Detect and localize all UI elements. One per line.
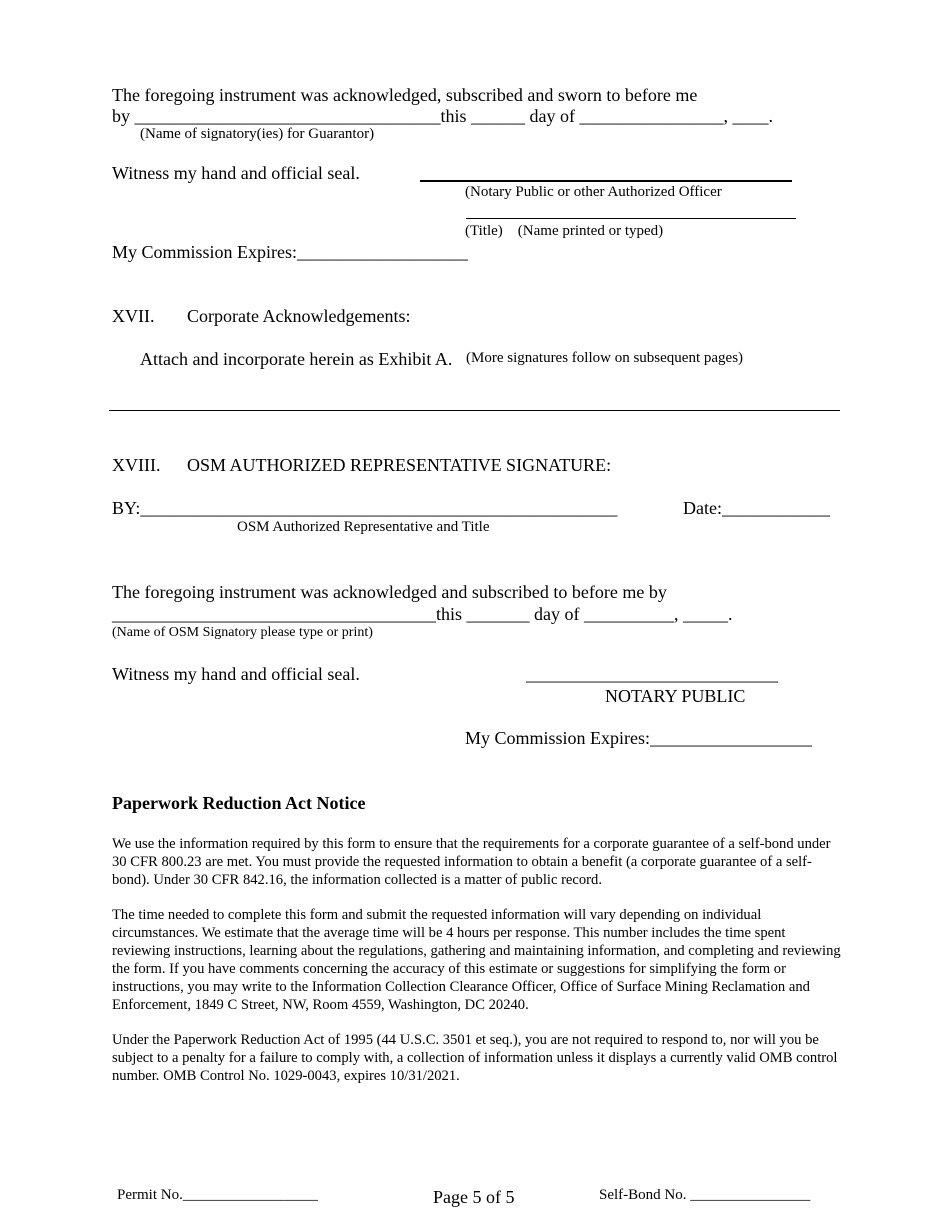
osm-by-signature-line: BY:_____________________________________________________: [112, 498, 618, 518]
osm-commission-expires: My Commission Expires:__________________: [465, 728, 813, 748]
guarantor-ack-line1: The foregoing instrument was acknowledged, subscribed and sworn to before me: [112, 85, 698, 105]
osm-notary-signature-line: ____________________________: [526, 664, 778, 684]
section-xvii-heading: Corporate Acknowledgements:: [187, 306, 411, 326]
section-xvii-number: XVII.: [112, 306, 155, 326]
guarantor-commission-expires: My Commission Expires:___________________: [112, 242, 469, 262]
notary-officer-label: (Notary Public or other Authorized Officer: [465, 184, 722, 200]
footer-page-number: Page 5 of 5: [433, 1187, 515, 1207]
paperwork-notice-heading: Paperwork Reduction Act Notice: [112, 793, 366, 813]
paperwork-paragraph-1: We use the information required by this form to ensure that the requirements for a corporate guarantee of a self-bond under 30 CFR 800.23 are met. You must provide the requested information to obtain a benefit (a corporate guarantee of a self-bond). Under 30 CFR 842.16, the information collected is a matter of public record.: [112, 836, 831, 888]
guarantor-ack-line2: by __________________________________this ______ day of ________________, ____.: [112, 106, 773, 126]
guarantor-witness-text: Witness my hand and official seal.: [112, 163, 360, 183]
title-signature-line: [466, 218, 796, 219]
osm-ack-line2: ____________________________________this _______ day of __________, _____.: [112, 604, 733, 624]
paperwork-paragraph-3: Under the Paperwork Reduction Act of 1995 (44 U.S.C. 3501 et seq.), you are not required to respond to, nor will you be subject to a penalty for a failure to comply with, a collection of information unless it displays a currently valid OMB control number. OMB Control No. 1029-0043, expires 10/31/2021.: [112, 1032, 838, 1084]
osm-date-line: Date:____________: [683, 498, 830, 518]
exhibit-a-text: Attach and incorporate herein as Exhibit A.: [140, 349, 453, 369]
notary-public-label: NOTARY PUBLIC: [605, 686, 746, 706]
section-xviii-heading: OSM AUTHORIZED REPRESENTATIVE SIGNATURE:: [187, 455, 612, 475]
paperwork-paragraph-2: The time needed to complete this form and submit the requested information will vary depending on individual circumstances. We estimate that the average time will be 4 hours per response. This number includes the time spent reviewing instructions, learning about the regulations, gathering and maintaining information, and completing and reviewing the form. If you have comments concerning the accuracy of this estimate or suggestions for simplifying the form or instructions, you may write to the Information Collection Clearance Officer, Office of Surface Mining Reclamation and Enforcement, 1849 C Street, NW, Room 4559, Washington, DC 20240.: [112, 907, 841, 1013]
title-name-label: (Title) (Name printed or typed): [465, 223, 664, 239]
notary-signature-line: [420, 180, 792, 182]
footer-self-bond-number: Self-Bond No. ________________: [599, 1187, 811, 1203]
osm-ack-line1: The foregoing instrument was acknowledged and subscribed to before me by: [112, 582, 667, 602]
section-divider: [109, 410, 840, 411]
more-signatures-note: (More signatures follow on subsequent pages): [466, 350, 744, 366]
osm-witness-text: Witness my hand and official seal.: [112, 664, 360, 684]
footer-permit-number: Permit No.__________________: [117, 1187, 318, 1203]
guarantor-signatory-label: (Name of signatory(ies) for Guarantor): [140, 126, 375, 142]
section-xviii-number: XVIII.: [112, 455, 161, 475]
osm-signatory-label: (Name of OSM Signatory please type or print): [112, 625, 373, 640]
osm-representative-label: OSM Authorized Representative and Title: [237, 519, 490, 535]
